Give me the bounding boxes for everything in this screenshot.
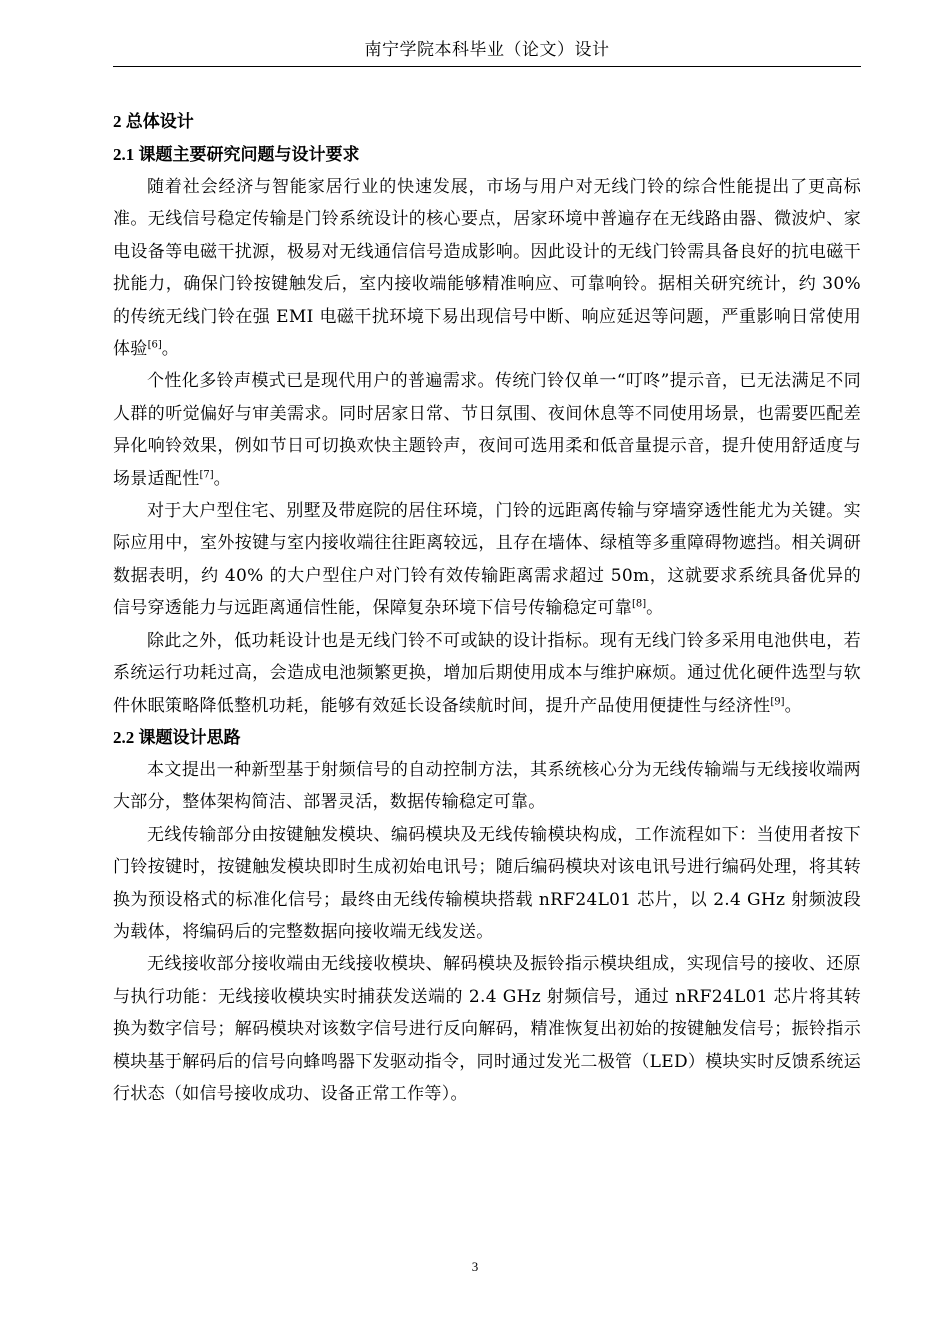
page-header: 南宁学院本科毕业（论文）设计 bbox=[364, 40, 610, 60]
page-body bbox=[113, 106, 861, 1110]
paragraph: 对于大户型住宅、别墅及带庭院的居住环境，门铃的远距离传输与穿墙穿透性能尤为关键。实际应用中，室外按键与室内接收端往往距离较远，且存在墙体、绿植等多重障碍物遮挡。相关调研数据表明，约 40% 的大户型住户对门铃有效传输距离需求超过 50m，这就要求系统具备优异的信号穿透能力与远距离通信性能，保障复杂环境下信号传输稳定可靠[8]。 bbox=[113, 501, 861, 619]
paragraph: 随着社会经济与智能家居行业的快速发展，市场与用户对无线门铃的综合性能提出了更高标准。无线信号稳定传输是门铃系统设计的核心要点，居家环境中普遍存在无线路由器、微波炉、家电设备等电磁干扰源，极易对无线通信信号造成影响。因此设计的无线门铃需具备良好的抗电磁干扰能力，确保门铃按键触发后，室内接收端能够精准响应、可靠响铃。据相关研究统计，约 30% 的传统无线门铃在强 EMI 电磁干扰环境下易出现信号中断、响应延迟等问题，严重影响日常使用体验[6]。 bbox=[113, 177, 861, 360]
citation-ref: [7] bbox=[199, 469, 214, 480]
citation-ref: [8] bbox=[632, 598, 647, 610]
citation-ref: [9] bbox=[770, 695, 785, 707]
section-heading-2: 2 总体设计 bbox=[113, 112, 194, 131]
section-heading-2-2: 2.2 课题设计思路 bbox=[113, 727, 241, 747]
paragraph: 无线传输部分由按键触发模块、编码模块及无线传输模块构成，工作流程如下：当使用者按下门铃按键时，按键触发模块即时生成初始电讯号；随后编码模块对该电讯号进行编码处理，将其转换为预设格式的标准化信号；最终由无线传输模块搭载 nRF24L01 芯片，以 2.4 GHz 射频波段为载体，将编码后的完整数据向接收端无线发送。 bbox=[113, 824, 861, 942]
paragraph: 无线接收部分接收端由无线接收模块、解码模块及振铃指示模块组成，实现信号的接收、还原与执行功能：无线接收模块实时捕获发送端的 2.4 GHz 射频信号，通过 nRF24L01 芯片将其转换为数字信号；解码模块对该数字信号进行反向解码，精准恢复出初始的按键触发信号；振铃指示模块基于解码后的信号向蜂鸣器下发驱动指令，同时通过发光二极管（LED）模块实时反馈系统运行状态（如信号接收成功、设备正常工作等）。 bbox=[113, 954, 861, 1104]
paragraph: 本文提出一种新型基于射频信号的自动控制方法，其系统核心分为无线传输端与无线接收端两大部分，整体架构简洁、部署灵活，数据传输稳定可靠。 bbox=[113, 759, 861, 813]
section-heading-2-1: 2.1 课题主要研究问题与设计要求 bbox=[113, 145, 360, 164]
paragraph: 除此之外，低功耗设计也是无线门铃不可或缺的设计指标。现有无线门铃多采用电池供电，若系统运行功耗过高，会造成电池频繁更换，增加后期使用成本与维护麻烦。通过优化硬件选型与软件休眠策略降低整机功耗，能够有效延长设备续航时间，提升产品使用便捷性与经济性[9]。 bbox=[113, 630, 861, 716]
citation-ref: [6] bbox=[147, 339, 162, 351]
page-number: 3 bbox=[471, 1259, 479, 1274]
header-rule bbox=[113, 66, 861, 67]
paragraph: 个性化多铃声模式已是现代用户的普遍需求。传统门铃仅单一“叮咚”提示音，已无法满足不同人群的听觉偏好与审美需求。同时居家日常、节日氛围、夜间休息等不同使用场景，也需要匹配差异化响铃效果，例如节日可切换欢快主题铃声，夜间可选用柔和低音量提示音，提升使用舒适度与场景适配性[7]。 bbox=[113, 371, 861, 489]
